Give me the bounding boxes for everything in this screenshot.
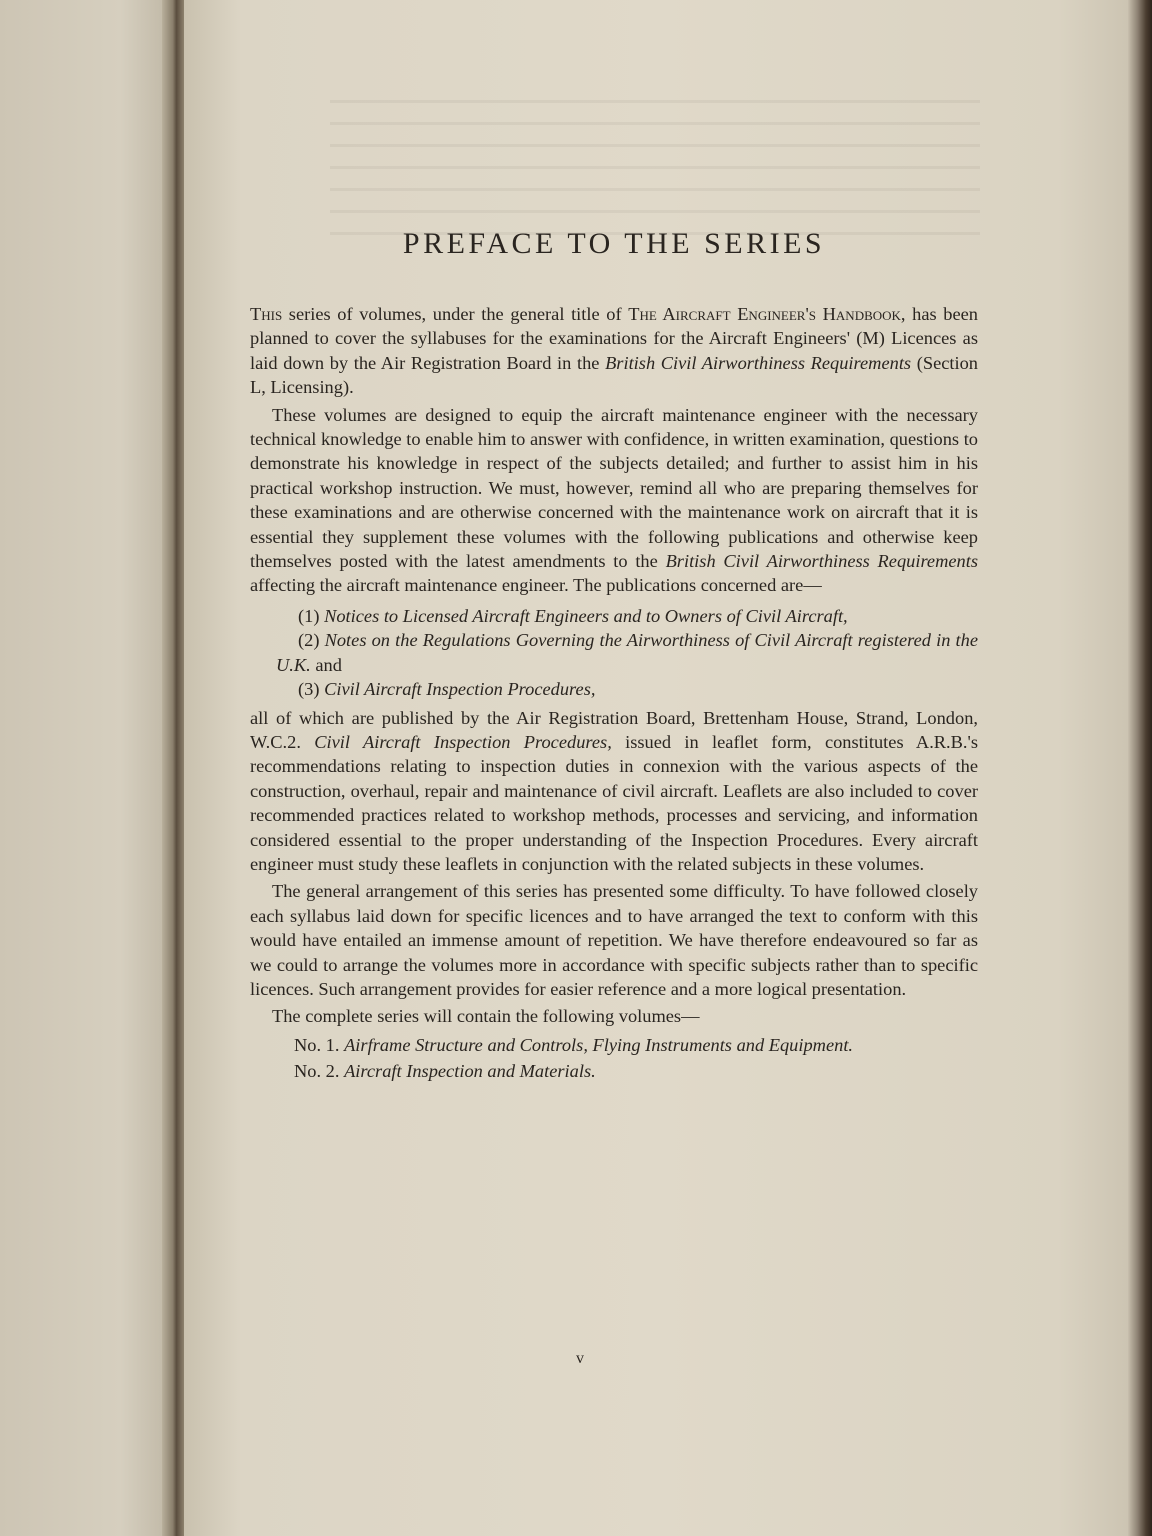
paragraph-publishers: all of which are published by the Air Registration Board, Brettenham House, Strand, London, W.C.2. Civil Aircraft Inspection Procedures, issued in leaflet form, constitutes A.R.B.'s recommendations relating to inspection duties in connexion with the various aspects of the construction, overhaul, repair and maintenance of civil aircraft. Leaflets are also included to cover recommended practices related to workshop methods, processes and servicing, and information considered essential to the proper understanding of the Inspection Procedures. Every aircraft engineer must study these leaflets in conjunction with the related subjects in these volumes.: [250, 707, 978, 874]
list-item: (1) Notices to Licensed Aircraft Engineers and to Owners of Civil Aircraft,: [298, 605, 848, 626]
list-item: No. 2. Aircraft Inspection and Materials.: [294, 1061, 596, 1082]
lead-small-caps: This: [250, 304, 283, 324]
cip-title: Civil Aircraft Inspection Procedures,: [314, 731, 612, 752]
left-page: [0, 0, 172, 1536]
list-item: (3) Civil Aircraft Inspection Procedures,: [298, 679, 596, 700]
page-number: v: [576, 1350, 584, 1367]
requirements-title: British Civil Airworthiness Requirements: [605, 352, 912, 373]
paragraph-purpose: These volumes are designed to equip the aircraft maintenance engineer with the necessary technical knowledge to enable him to answer with confidence, in written examination, questions to demonstrate his knowledge in respect of the subjects detailed; and further to assist him in his practical workshop instruction. We must, however, remind all who are preparing themselves for these examinations and are otherwise concerned with the maintenance work on aircraft that it is essential they supplement these volumes with the following publications and otherwise keep themselves posted with the latest amendments to the British Civil Airworthiness Requirements affecting the aircraft maintenance engineer. The publications concerned are—: [250, 404, 978, 596]
list-item: No. 1. Airframe Structure and Controls, Flying Instruments and Equipment.: [294, 1034, 854, 1055]
paragraph-volumes-intro: The complete series will contain the following volumes—: [272, 1006, 700, 1027]
requirements-title: British Civil Airworthiness Requirements: [665, 551, 978, 572]
page-text: [250, 222, 978, 1086]
publications-list: [250, 604, 978, 702]
page-title: PREFACE TO THE SERIES: [402, 227, 826, 260]
show-through-text: [330, 100, 980, 240]
volumes-list: [250, 1033, 978, 1084]
page-edge: [1128, 0, 1152, 1536]
paragraph-arrangement: The general arrangement of this series has presented some difficulty. To have followed closely each syllabus laid down for specific licences and to have arranged the text to conform with this would have entailed an immense amount of repetition. We have therefore endeavoured so far as we could to arrange the volumes more in accordance with specific subjects rather than to specific licences. Such arrangement provides for easier reference and a more logical presentation.: [250, 881, 978, 999]
paragraph-intro: This series of volumes, under the general title of The Aircraft Engineer's Handbook, has been planned to cover the syllabuses for the examinations for the Aircraft Engineers' (M) Licences as laid down by the Air Registration Board in the British Civil Airworthiness Requirements (Section L, Licensing).: [250, 304, 979, 398]
list-item: (2) Notes on the Regulations Governing the Airworthiness of Civil Aircraft registered in the U.K. and: [276, 630, 978, 675]
handbook-title: The Aircraft Engineer's Handbook: [628, 304, 901, 324]
book-spine: [162, 0, 186, 1536]
